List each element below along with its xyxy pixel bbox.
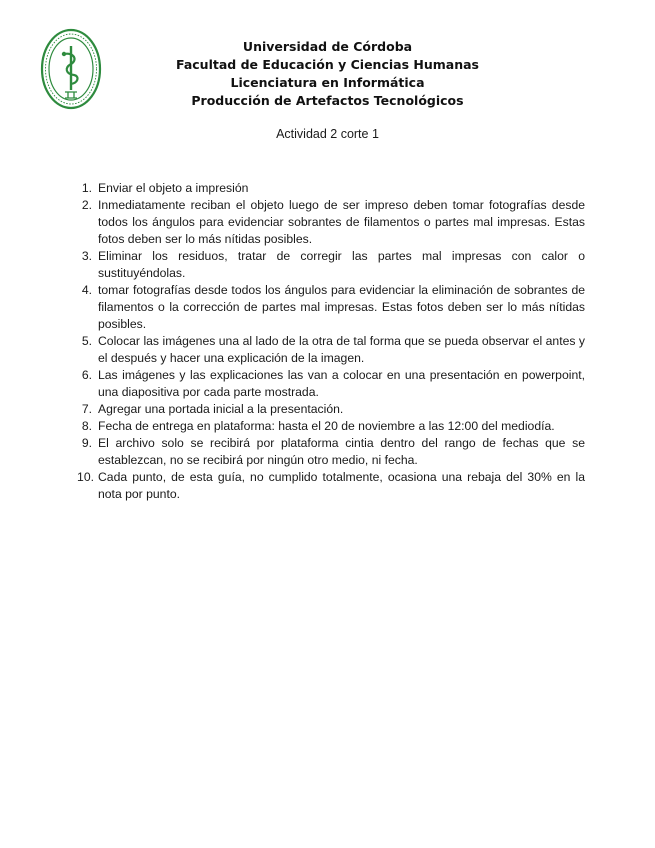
list-item: [76, 248, 585, 282]
list-item: [76, 469, 585, 503]
list-item: [76, 401, 585, 418]
list-item-text: Eliminar los residuos, tratar de corregir las partes mal impresas con calor o sustituyéndolas.: [98, 249, 585, 280]
list-item-text: Agregar una portada inicial a la presentación.: [98, 402, 344, 416]
list-item-text: Cada punto, de esta guía, no cumplido totalmente, ocasiona una rebaja del 30% en la nota por punto.: [98, 470, 585, 501]
list-item-number: 8.: [81, 419, 92, 433]
list-item-number: 1.: [81, 181, 92, 195]
list-item-text: El archivo solo se recibirá por plataforma cintia dentro del rango de fechas que se establezcan, no se recibirá por ningún otro medio, ni fecha.: [98, 436, 585, 467]
list-item-text: Las imágenes y las explicaciones las van a colocar en una presentación en powerpoint, una diapositiva por cada parte mostrada.: [98, 368, 585, 399]
list-item: [76, 180, 585, 197]
program-name: Licenciatura en Informática: [230, 75, 425, 90]
list-item: [76, 367, 585, 401]
document-header: [0, 38, 655, 110]
list-item: [76, 333, 585, 367]
task-list: [76, 180, 585, 503]
university-name: Universidad de Córdoba: [242, 39, 413, 54]
list-item-number: 10.: [77, 470, 94, 484]
list-item: [76, 435, 585, 469]
course-name: Producción de Artefactos Tecnológicos: [191, 93, 464, 108]
list-item: [76, 282, 585, 333]
list-item-number: 7.: [81, 402, 92, 416]
list-item-text: tomar fotografías desde todos los ángulos para evidenciar la eliminación de sobrantes de filamentos o la corrección de partes mal impresas. Estas fotos deben ser lo más nítidas posibles.: [98, 283, 585, 331]
list-item-number: 4.: [81, 283, 92, 297]
faculty-name: Facultad de Educación y Ciencias Humanas: [176, 57, 479, 72]
list-item-number: 3.: [81, 249, 92, 263]
list-item-text: Fecha de entrega en plataforma: hasta el 20 de noviembre a las 12:00 del mediodía.: [98, 419, 555, 433]
list-item-number: 6.: [81, 368, 92, 382]
list-item: [76, 197, 585, 248]
list-item-text: Inmediatamente reciban el objeto luego de ser impreso deben tomar fotografías desde todos los ángulos para evidenciar sobrantes de filamentos o partes mal impresas. Estas fotos deben ser lo más nítidas posibles.: [98, 198, 585, 246]
list-item-text: Enviar el objeto a impresión: [98, 181, 249, 195]
activity-title: Actividad 2 corte 1: [276, 127, 379, 141]
list-item-text: Colocar las imágenes una al lado de la otra de tal forma que se pueda observar el antes y el después y hacer una explicación de la imagen.: [98, 334, 585, 365]
list-item-number: 2.: [81, 198, 92, 212]
list-item: [76, 418, 585, 435]
list-item-number: 5.: [81, 334, 92, 348]
list-item-number: 9.: [81, 436, 92, 450]
